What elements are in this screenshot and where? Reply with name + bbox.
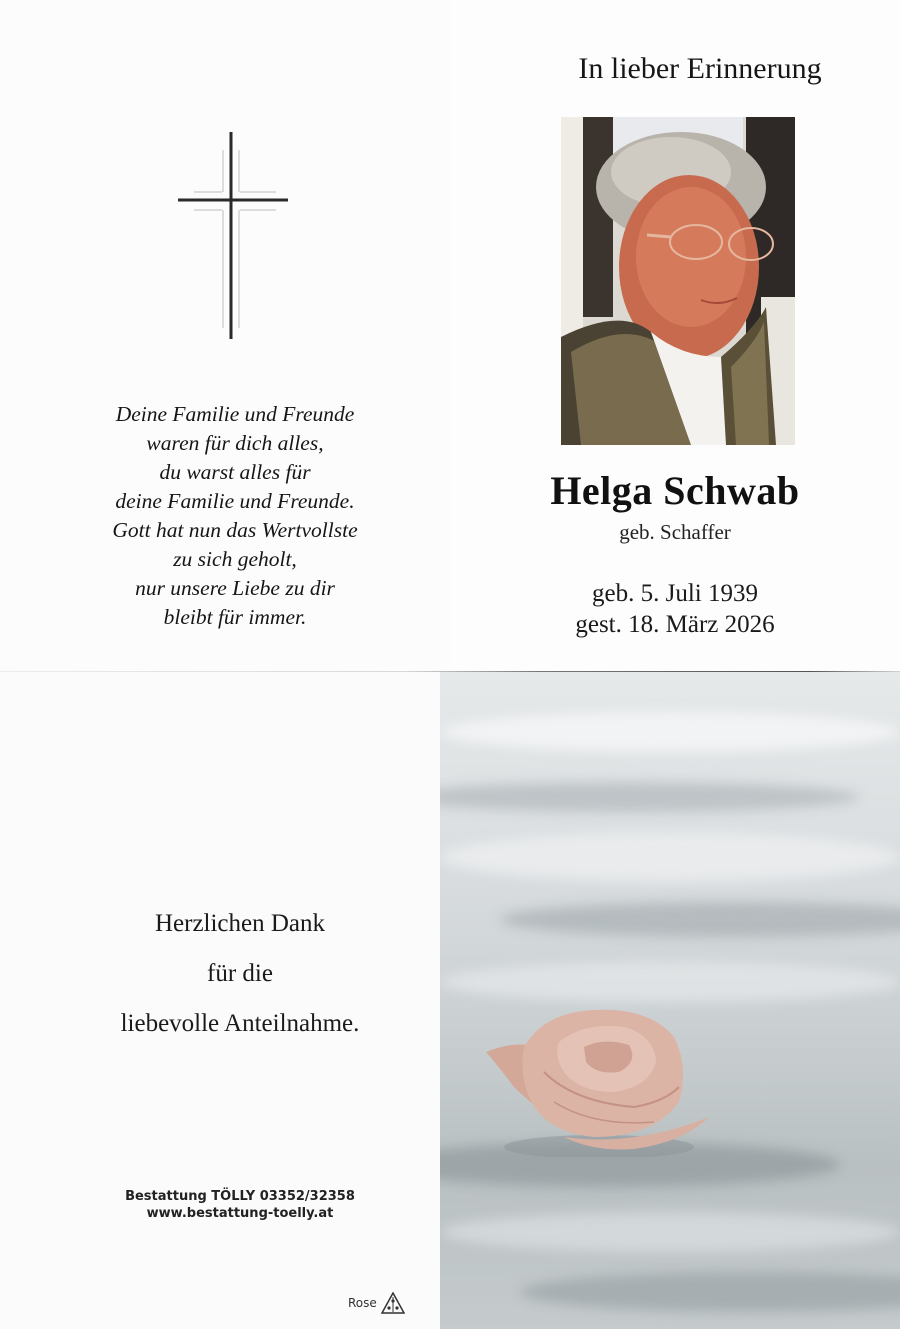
thanks-line-3: liebevolle Anteilnahme.: [120, 1010, 360, 1037]
water-highlight: [440, 832, 900, 882]
deceased-name: Helga Schwab: [550, 468, 800, 513]
poem-line: zu sich geholt,: [173, 547, 297, 571]
poem-line: bleibt für immer.: [163, 605, 307, 629]
water-highlight: [440, 712, 900, 752]
funeral-home-website: www.bestattung-toelly.at: [146, 1206, 334, 1221]
maiden-name: geb. Schaffer: [619, 520, 731, 544]
triangle-logo-icon: [381, 1292, 405, 1314]
thanks-line-2: für die: [207, 960, 273, 987]
card-back-left: [0, 672, 440, 1329]
image-credit-label: Rose: [348, 1296, 377, 1310]
funeral-home-info: [100, 1188, 380, 1222]
memorial-heading: In lieber Erinnerung: [578, 52, 822, 85]
poem-line: waren für dich alles,: [146, 431, 324, 455]
poem-line: du warst alles für: [159, 460, 311, 484]
poem-line: nur unsere Liebe zu dir: [135, 576, 335, 600]
water-highlight: [440, 1212, 900, 1252]
image-credit: [348, 1292, 405, 1314]
card-front-right: [450, 0, 900, 672]
water-shadow: [440, 782, 860, 812]
portrait-illustration: [561, 117, 795, 445]
water-shadow: [520, 1272, 900, 1312]
rose-illustration: [484, 1007, 709, 1157]
thanks-line-1: Herzlichen Dank: [154, 910, 326, 937]
poem: [70, 400, 400, 632]
rose-on-water-image: [440, 672, 900, 1329]
poem-line: Deine Familie und Freunde: [115, 402, 355, 426]
death-date: gest. 18. März 2026: [575, 611, 775, 638]
water-shadow: [500, 902, 900, 937]
birth-date: geb. 5. Juli 1939: [592, 580, 758, 607]
cross-icon: [170, 128, 300, 343]
funeral-home-name-phone: Bestattung TÖLLY 03352/32358: [125, 1189, 355, 1204]
portrait-photo: [561, 117, 795, 445]
poem-line: deine Familie und Freunde.: [115, 489, 355, 513]
water-highlight: [440, 962, 900, 1002]
poem-line: Gott hat nun das Wertvollste: [112, 518, 358, 542]
card-front-left: [0, 0, 450, 672]
